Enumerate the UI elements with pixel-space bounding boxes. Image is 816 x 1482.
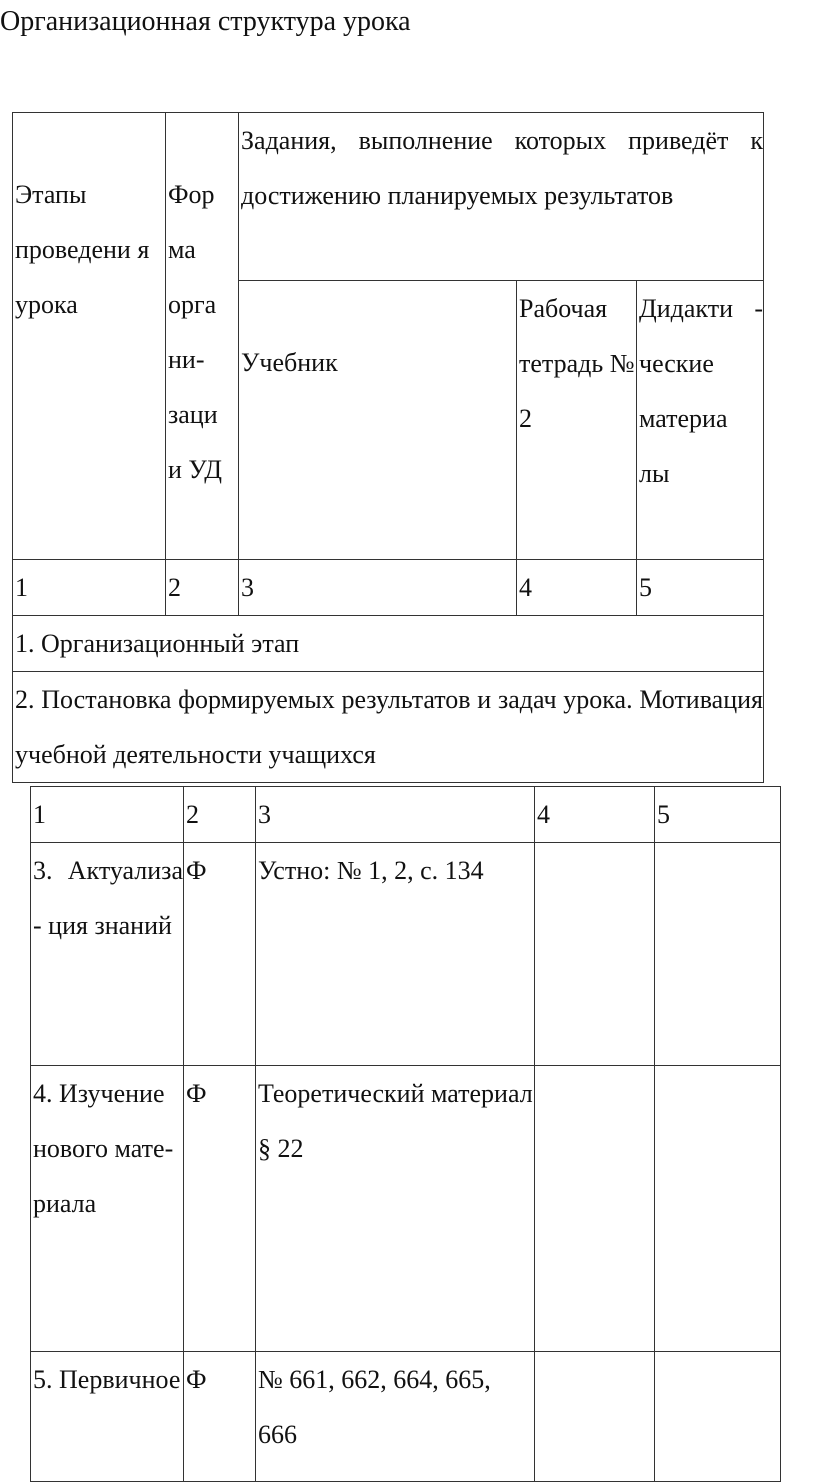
- column-number: 3: [256, 787, 535, 843]
- col-didactic-label: Дидакти - ческие материа лы: [639, 294, 763, 488]
- column-number: 4: [535, 787, 655, 843]
- column-number: 1: [31, 787, 184, 843]
- col-form-cell: [166, 113, 239, 560]
- form-cell: Ф: [184, 1352, 256, 1482]
- workbook-cell: [535, 1352, 655, 1482]
- stage-cell: 5. Первичное: [31, 1352, 184, 1482]
- column-number: 3: [239, 560, 517, 616]
- lesson-structure-table-header: [12, 112, 764, 783]
- column-number: 1: [13, 560, 166, 616]
- col-tasks-label: Задания, выполнение которых приведёт к достижению планируемых результатов: [241, 126, 763, 210]
- column-number: 5: [655, 787, 781, 843]
- form-cell: Ф: [184, 843, 256, 1066]
- column-number: 2: [184, 787, 256, 843]
- didactic-cell: [655, 1066, 781, 1352]
- col-textbook-cell: [239, 281, 517, 560]
- col-textbook-label: Учебник: [241, 348, 338, 377]
- textbook-cell: Теоретический материал § 22: [256, 1066, 535, 1352]
- col-form-label: Фор ма орга ни- заци и УД: [168, 180, 222, 484]
- column-number: 2: [166, 560, 239, 616]
- col-stages-label: Этапы проведени я урока: [15, 180, 150, 319]
- stage-row-2: 2. Постановка формируемых результатов и задач урока. Мотивация учебной деятельности учащихся: [13, 672, 764, 783]
- stage-row-1: 1. Организационный этап: [13, 616, 764, 672]
- form-cell: Ф: [184, 1066, 256, 1352]
- table-row: [31, 843, 781, 1066]
- page-title: Организационная структура урока: [0, 6, 411, 37]
- column-number: 5: [637, 560, 764, 616]
- col-didactic-cell: [637, 281, 764, 560]
- didactic-cell: [655, 1352, 781, 1482]
- table-row: [31, 1066, 781, 1352]
- table-row: [31, 1352, 781, 1482]
- textbook-cell: Устно: № 1, 2, с. 134: [256, 843, 535, 1066]
- stage-cell: 3. Актуализа - ция знаний: [31, 843, 184, 1066]
- didactic-cell: [655, 843, 781, 1066]
- col-tasks-cell: [239, 113, 764, 281]
- column-number: 4: [517, 560, 637, 616]
- col-workbook-cell: [517, 281, 637, 560]
- textbook-cell: № 661, 662, 664, 665, 666: [256, 1352, 535, 1482]
- col-workbook-label: Рабочая тетрадь № 2: [519, 294, 635, 433]
- stage-cell: 4. Изучение нового мате- риала: [31, 1066, 184, 1352]
- workbook-cell: [535, 843, 655, 1066]
- workbook-cell: [535, 1066, 655, 1352]
- col-stages-cell: [13, 113, 166, 560]
- lesson-structure-table-continued: [30, 786, 781, 1482]
